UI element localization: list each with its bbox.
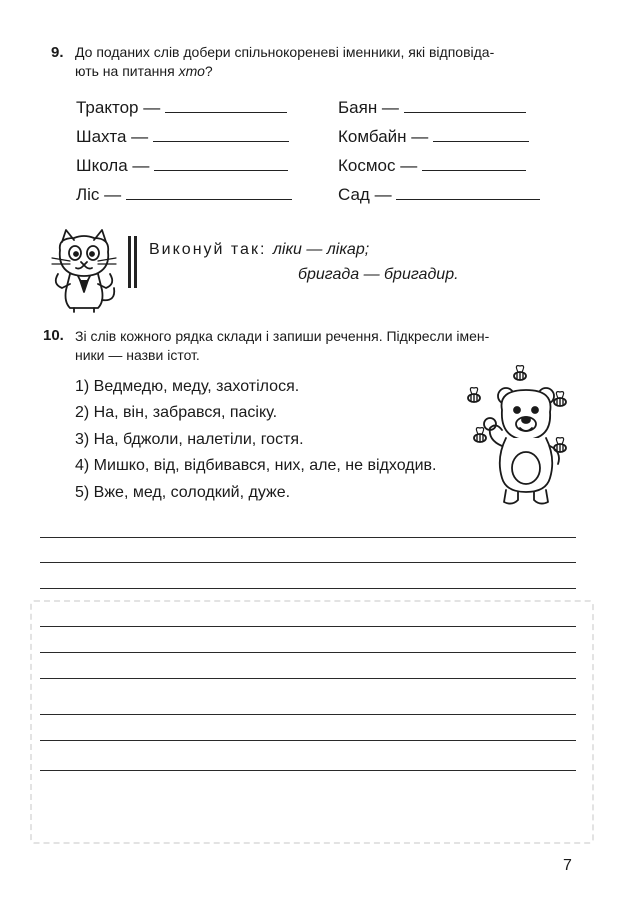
answer-blank[interactable] <box>165 96 287 113</box>
task-10-number: 10. <box>43 327 64 344</box>
example-label: Виконуй так: <box>149 241 267 258</box>
instruction-end: ? <box>204 63 213 79</box>
example-bars <box>128 236 138 288</box>
bleed-through-frame <box>30 600 594 844</box>
word-label: Ліс — <box>76 185 122 204</box>
writing-line[interactable] <box>40 537 576 538</box>
answer-blank[interactable] <box>422 154 526 171</box>
sentence-item: 3) На, бджоли, налетіли, гостя. <box>75 431 304 448</box>
word-row <box>338 96 526 118</box>
word-row <box>76 154 288 176</box>
answer-blank[interactable] <box>404 96 526 113</box>
sentence-item: 5) Вже, мед, солодкий, дуже. <box>75 484 291 501</box>
task-9-number: 9. <box>51 44 64 61</box>
task-10-instruction-line2: ники — назви істот. <box>75 347 200 363</box>
word-row <box>76 96 287 118</box>
sentence-item: 2) На, він, забрався, пасіку. <box>75 404 278 421</box>
answer-blank[interactable] <box>433 125 529 142</box>
sentence-item: 1) Ведмедю, меду, захотілося. <box>75 378 300 395</box>
writing-line[interactable] <box>40 562 576 563</box>
word-label: Трактор — <box>76 98 161 117</box>
bar-divider <box>134 236 137 288</box>
answer-blank[interactable] <box>126 183 292 200</box>
writing-line[interactable] <box>40 678 576 679</box>
sentence-item: 4) Мишко, від, відбивався, них, але, не відходив. <box>75 457 437 474</box>
writing-line[interactable] <box>40 588 576 589</box>
example-pair-2: бригада — бригадир. <box>298 266 459 283</box>
bee-icon <box>514 366 526 380</box>
word-label: Сад — <box>338 185 392 204</box>
page-number: 7 <box>563 857 572 874</box>
word-row <box>76 125 289 147</box>
answer-blank[interactable] <box>153 125 289 142</box>
word-row <box>338 183 540 205</box>
bear-with-bees-illustration <box>462 360 582 506</box>
word-label: Комбайн — <box>338 127 429 146</box>
instruction-question-word: хто <box>178 63 205 79</box>
answer-blank[interactable] <box>396 183 540 200</box>
writing-line[interactable] <box>40 740 576 741</box>
task-10-instruction-line1: Зі слів кожного рядка склади і запиши речення. Підкресли імен- <box>75 328 490 344</box>
writing-line[interactable] <box>40 714 576 715</box>
writing-line[interactable] <box>40 626 576 627</box>
cat-illustration <box>44 228 124 314</box>
writing-line[interactable] <box>40 770 576 771</box>
word-label: Космос — <box>338 156 418 175</box>
task-9-instruction-line2 <box>75 62 213 81</box>
word-row <box>338 125 529 147</box>
writing-line[interactable] <box>40 652 576 653</box>
word-row <box>76 183 292 205</box>
task-9-instruction-line1: До поданих слів добери спільнокореневі іменники, які відповіда- <box>75 44 495 60</box>
word-label: Шахта — <box>76 127 149 146</box>
word-label: Школа — <box>76 156 150 175</box>
word-label: Баян — <box>338 98 399 117</box>
example-pair-1: ліки — лікар; <box>272 241 370 258</box>
answer-blank[interactable] <box>154 154 288 171</box>
word-row <box>338 154 526 176</box>
example-line-1 <box>149 241 369 259</box>
bar-divider <box>128 236 131 288</box>
instruction-text: ють на питання <box>75 63 179 79</box>
